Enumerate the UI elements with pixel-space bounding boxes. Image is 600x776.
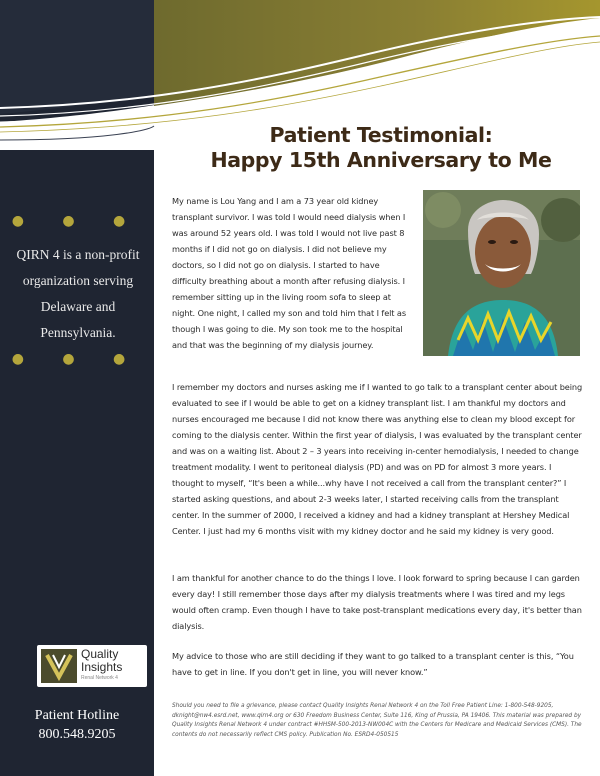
patient-hotline-label: Patient Hotline <box>34 708 120 723</box>
decorative-dots-top: ● ● ● <box>11 213 143 229</box>
quality-insights-logo[interactable] <box>37 645 147 687</box>
paragraph-2: I remember my doctors and nurses asking me if I wanted to go talk to a transplant center about being evaluated to see if I would be able to get on a kidney transplant list. I am thankful my doctors and nurses encouraged me because I did not know there was anything else to clean my blood except for coming to the dialysis center. Within the first year of dialysis, I was evaluated by the transplant center and was on a waiting list. About 2 – 3 years into receiving in-center hemodialysis, I needed to change treatment modality. I went to peritoneal dialysis (PD) and was on PD for almost 3 more years. I thought to myself, “It's been a while...why have I not received a call from the transplant center?” I started asking questions, and about 2-3 weeks later, I started receiving calls from the transplant center. In the summer of 2000, I received a kidney and had a kidney transplant at Hershey Medical Center. I just had my 6 months visit with my kidney doctor and he said my kidney is very good. <box>172 382 583 536</box>
logo-tagline: Renal Network 4 <box>81 675 118 681</box>
organization-description: QIRN 4 is a non-profit organization serving Delaware and Pennsylvania. <box>16 247 140 340</box>
title-line-1: Patient Testimonial: <box>269 123 493 147</box>
logo-mark-icon <box>41 649 77 683</box>
intro-paragraph: My name is Lou Yang and I am a 73 year old kidney transplant survivor. I was told I would need dialysis when I was around 52 years old. I was told I would not live past 8 months if I did not go on dialysis. I did not believe my doctors, so I did not go on dialysis. I started to have difficulty breathing about a month after refusing dialysis. I remember sitting up in the living room sofa to sleep at night. One night, I called my son and told him that I felt as though I was going to die. My son took me to the hospital and that was the beginning of my dialysis journey. <box>172 196 406 350</box>
grievance-footnote: Should you need to file a grievance, please contact Quality Insights Renal Network 4 on the Toll Free Patient Line: 1-800-548-9205, dknight@nw4.esrd.net, www.qirn4.org or 630 Freedom Business Center, Suite 116, King of Prussia, PA 19406. This material was prepared by Quality Insights Renal Network 4 under contract #HHSM-500-2013-NW004C with the Centers for Medicare and Medicaid Services (CMS). The contents do not necessarily reflect CMS policy. Publication No. ESRD4-050515 <box>172 703 582 738</box>
patient-photo <box>423 190 580 356</box>
decorative-dots-bottom: ● ● ● <box>11 351 143 367</box>
paragraph-3: I am thankful for another chance to do the things I love. I look forward to spring because I can garden every day! I still remember those days after my dialysis treatments where I was tired and my legs would often cramp. Even though I have to take post-transplant medications every day, it's better than dialysis. <box>172 573 582 631</box>
title-line-2: Happy 15th Anniversary to Me <box>210 148 552 172</box>
logo-wordmark: Quality Insights <box>81 647 123 674</box>
paragraph-4: My advice to those who are still deciding if they want to go talked to a transplant center is this, “You have to get in line. If you don't get in line, you will never know.” <box>172 651 574 677</box>
page-title <box>172 123 590 173</box>
patient-hotline-number[interactable]: 800.548.9205 <box>38 727 116 742</box>
